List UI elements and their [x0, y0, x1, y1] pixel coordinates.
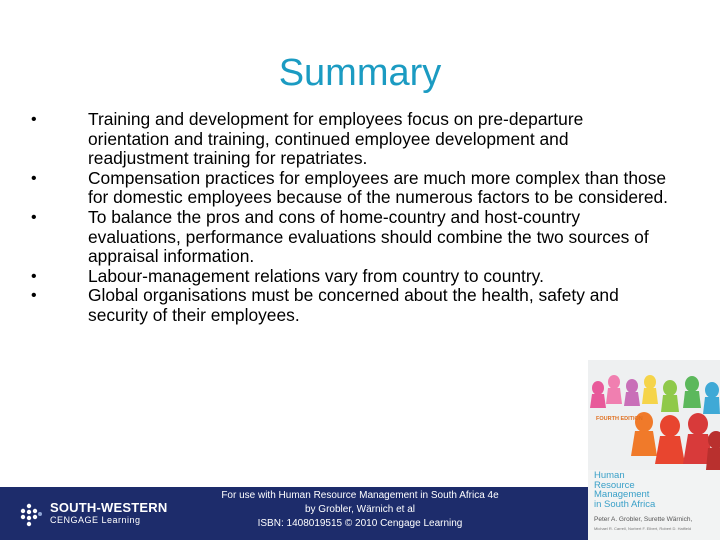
book-title-line: Human: [594, 470, 625, 481]
slide-title: Summary: [278, 52, 442, 94]
bullet-text: Labour-management relations vary from country to country.: [88, 265, 544, 286]
bullet-text: Compensation practices for employees are much more complex than those for domestic employees because of the numerous factors to be considered.: [88, 167, 669, 208]
book-title-line: in South Africa: [594, 498, 656, 510]
publisher-logo: [18, 500, 178, 530]
bullet-item: [28, 110, 668, 169]
cengage-logo-icon: [18, 502, 44, 528]
bullet-text: Global organisations must be concerned about the health, safety and security of their employees.: [88, 285, 619, 325]
bullet-item: [28, 267, 668, 287]
book-authors-secondary: Michael R. Carrell, Norbert F. Elbert, Robert D. Hatfield: [594, 526, 692, 531]
bullet-dot: •: [31, 208, 37, 226]
game-pieces-illustration: [588, 360, 720, 470]
footer-citation: [200, 489, 520, 531]
bullet-dot: •: [31, 111, 37, 128]
bullet-dot: •: [31, 287, 37, 305]
bullet-item: [28, 286, 668, 325]
book-title-line: Management: [594, 489, 650, 501]
footer-line: by Grobler, Wärnich et al: [304, 504, 416, 515]
bullet-dot: •: [31, 169, 37, 187]
bullet-item: [28, 169, 668, 208]
logo-text-cengage: CENGAGE Learning: [50, 515, 141, 525]
bullet-item: [28, 208, 668, 267]
footer-line: For use with Human Resource Management in South Africa 4e: [221, 490, 499, 501]
bullet-text: To balance the pros and cons of home-country and host-country evaluations, performance evaluations should combine the two sources of appraisal information.: [88, 206, 649, 267]
logo-text-southwestern: SOUTH-WESTERN: [50, 500, 168, 515]
book-title-line: Resource: [594, 479, 635, 491]
book-cover: [588, 360, 720, 540]
bullet-list: [28, 110, 668, 326]
book-authors: Peter A. Grobler, Surette Wärnich,: [594, 516, 693, 523]
book-edition: FOURTH EDITION: [596, 416, 643, 422]
bullet-dot: •: [31, 267, 37, 285]
footer-line: ISBN: 1408019515 © 2010 Cengage Learning: [257, 518, 463, 529]
book-title: [594, 471, 655, 509]
bullet-text: Training and development for employees focus on pre-departure orientation and training, continued employee development and readjustment training for repatriates.: [88, 109, 584, 169]
